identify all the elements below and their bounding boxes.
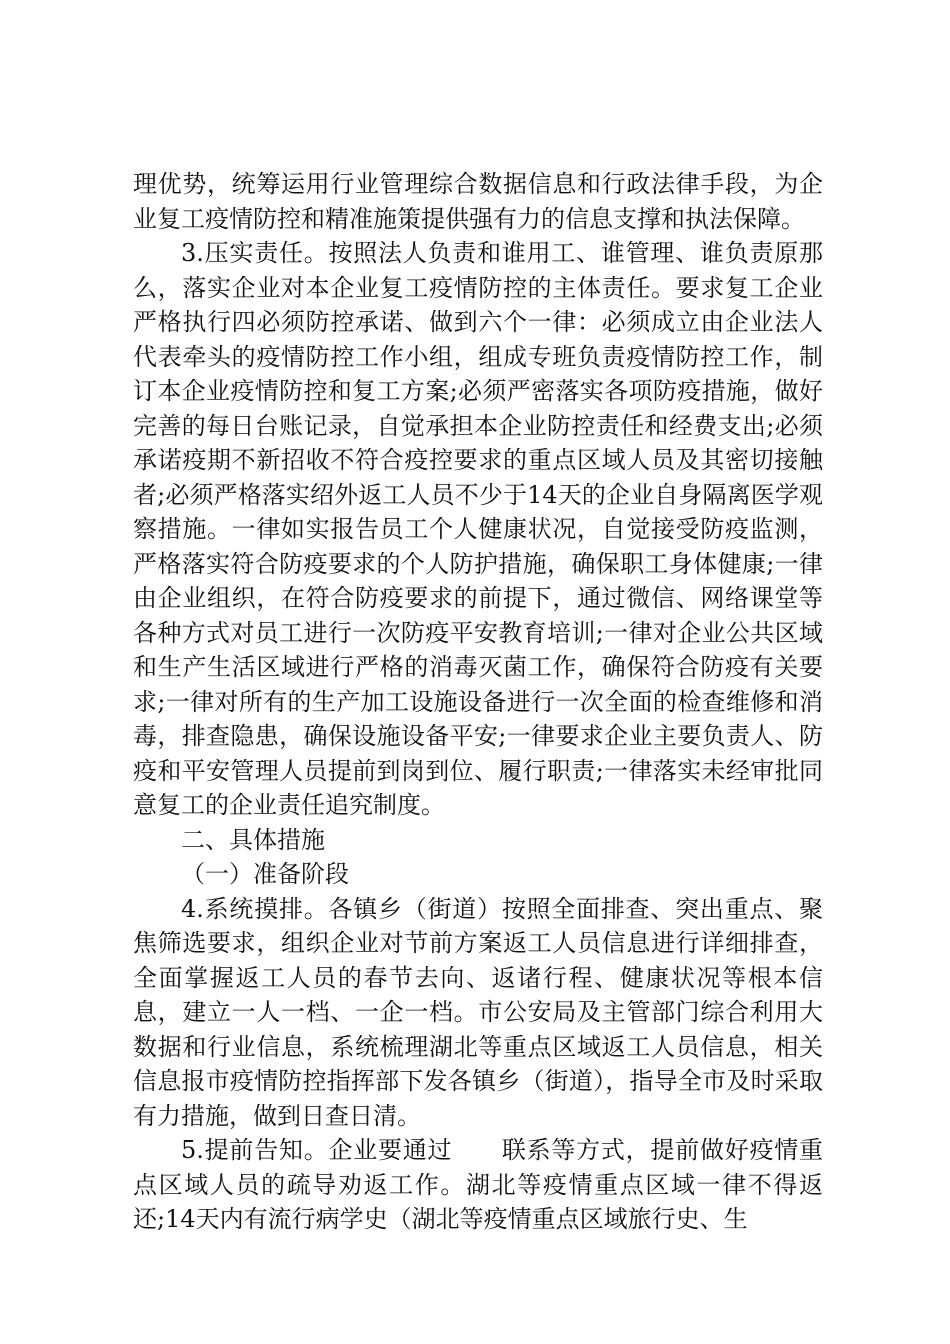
document-body [133,167,823,1237]
paragraph-survey: 4.系统摸排。各镇乡（街道）按照全面排查、突出重点、聚焦筛选要求，组织企业对节前方案返工人员信息进行详细排查，全面掌握返工人员的春节去向、返诸行程、健康状况等根本信息，建立一人一档、一企一档。市公安局及主管部门综合利用大数据和行业信息，系统梳理湖北等重点区域返工人员信息，相关信息报市疫情防控指挥部下发各镇乡（街道），指导全市及时采取有力措施，做到日查日清。 [133,894,823,1130]
section-heading-measures: 二、具体措施 [181,825,325,854]
paragraph-advance-notice: 5.提前告知。企业要通过 联系等方式，提前做好疫情重点区域人员的疏导劝返工作。湖北等疫情重点区域一律不得返还;14天内有流行病学史（湖北等疫情重点区域旅行史、生 [133,1136,823,1233]
paragraph-responsibility: 3.压实责任。按照法人负责和谁用工、谁管理、谁负责原那么，落实企业对本企业复工疫情防控的主体责任。要求复工企业严格执行四必须防控承诺、做到六个一律：必须成立由企业法人代表牵头的疫情防控工作小组，组成专班负责疫情防控工作，制订本企业疫情防控和复工方案;必须严密落实各项防疫措施，做好完善的每日台账记录，自觉承担本企业防控责任和经费支出;必须承诺疫期不新招收不符合疫控要求的重点区域人员及其密切接触者;必须严格落实绍外返工人员不少于14天的企业自身隔离医学观察措施。一律如实报告员工个人健康状况，自觉接受防疫监测，严格落实符合防疫要求的个人防护措施，确保职工身体健康;一律由企业组织，在符合防疫要求的前提下，通过微信、网络课堂等各种方式对员工进行一次防疫平安教育培训;一律对企业公共区域和生产生活区域进行严格的消毒灭菌工作，确保符合防疫有关要求;一律对所有的生产加工设施设备进行一次全面的检查维修和消毒，排查隐患，确保设施设备平安;一律要求企业主要负责人、防疫和平安管理人员提前到岗到位、履行职责;一律落实未经审批同意复工的企业责任追究制度。 [133,239,823,819]
subsection-heading-preparation: （一）准备阶段 [181,860,349,888]
paragraph-continuation: 理优势，统筹运用行业管理综合数据信息和行政法律手段，为企业复工疫情防控和精准施策提供强有力的信息支撑和执法保障。 [133,170,823,233]
